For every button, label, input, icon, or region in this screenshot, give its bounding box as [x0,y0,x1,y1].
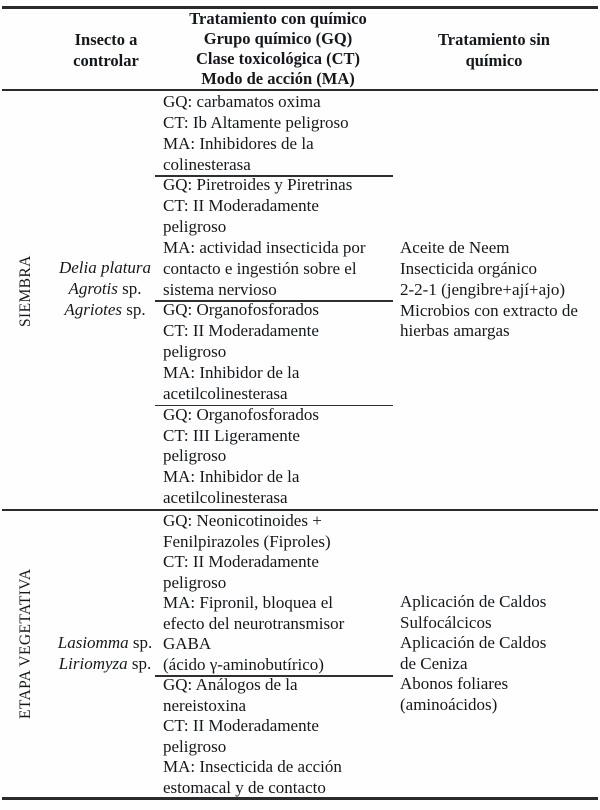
chem-line: GQ: Análogos de la [163,675,298,694]
chem-line: GQ: Organofosforados [163,404,319,424]
chem-line: MA: Inhibidor de la [163,362,300,382]
insect-list-siembra [48,258,162,321]
nochem-line: Insecticida orgánico [400,258,538,278]
chem-line: MA: Inhibidores de la [163,133,314,153]
chem-line: GQ: Organofosforados [163,300,319,320]
chem-block [163,511,397,675]
nochem-line: Sulfocálcicos [400,612,492,632]
insect-name [42,633,168,654]
chem-line: MA: Insecticida de acción [163,757,342,776]
insect-name [42,654,168,675]
chem-block [163,675,397,798]
nochem-column-siembra [400,238,600,342]
chem-block [163,405,397,509]
insect-name [48,279,162,300]
chem-line: peligroso [163,446,227,466]
nochem-line: de Ceniza [400,653,468,673]
header-line: Tratamiento con químico [189,9,367,28]
chem-line: sistema nervioso [163,279,277,299]
chem-block [163,175,397,300]
chem-line: CT: II Moderadamente [163,716,319,735]
nochem-line: Aplicación de Caldos [400,633,547,652]
header-line: Insecto a [74,30,138,49]
insect-suffix: sp. [117,278,142,298]
header-line: Grupo químico (GQ) [203,28,353,48]
stage-label-siembra: SIEMBRA [17,255,34,327]
chem-line: GQ: Neonicotinoides + [163,511,322,530]
header-chemical-column [158,9,398,89]
chem-line: efecto del neurotransmisor [163,613,345,633]
chem-line: GQ: carbamatos oxima [163,92,321,111]
nochem-line: Aplicación de Caldos [400,592,547,611]
chem-line: MA: Fipronil, bloquea el [163,593,333,612]
chem-line: GABA [163,634,212,653]
chem-line: peligroso [163,572,227,592]
header-insect-column [52,29,160,71]
chem-line: colinesterasa [163,154,251,174]
insect-genus: Lasiomma [57,633,129,652]
chem-line: peligroso [163,736,227,756]
insect-name [48,300,162,321]
header-line: Clase toxicológica (CT) [195,48,361,68]
chem-line: acetilcolinesterasa [163,383,288,403]
chem-line: Fenilpirazoles (Fiproles) [163,531,331,551]
insect-suffix: sp. [121,299,146,319]
chem-line: MA: Inhibidor de la [163,467,300,487]
header-line: químico [465,51,523,70]
chem-line: estomacal y de contacto [163,777,326,797]
insect-list-etapa-vegetativa [42,633,168,674]
chem-line: acetilcolinesterasa [163,488,288,508]
chem-block [163,92,397,175]
chem-line: MA: actividad insecticida por [163,237,366,257]
insect-name [48,258,162,279]
nochem-line: Aceite de Neem [400,238,510,257]
insect-genus: Agrotis [68,278,118,298]
insect-genus: Liriomyza [58,653,128,673]
chem-line: CT: II Moderadamente [163,196,319,216]
chem-line: contacto e ingestión sobre el [163,258,357,278]
chem-block [163,300,397,404]
insect-suffix: sp. [128,633,153,652]
insect-genus: Agriotes [64,299,122,319]
header-line: controlar [73,51,139,70]
chem-line: peligroso [163,217,227,237]
chem-line: nereistoxina [163,695,247,715]
chem-line: CT: III Ligeramente [163,425,300,445]
nochem-line: Abonos foliares [400,674,509,693]
chem-line: GQ: Piretroides y Piretrinas [163,175,353,195]
nochem-line: 2-2-1 (jengibre+ají+ajo) [400,279,566,299]
chem-column-siembra [163,92,397,509]
chem-line: CT: II Moderadamente [163,552,319,571]
nochem-line: (aminoácidos) [400,694,498,714]
chem-line: peligroso [163,342,227,362]
chem-line: CT: II Moderadamente [163,321,319,341]
header-nonchemical-column [398,29,590,71]
header-bottom-rule [2,89,598,92]
chem-column-etapa-vegetativa [163,511,397,798]
chem-line: (ácido γ-aminobutírico) [163,654,324,674]
stage-label-etapa-vegetativa: ETAPA VEGETATIVA [17,568,34,719]
header-line: Tratamiento sin [438,30,550,49]
header-line: Modo de acción (MA) [201,68,355,88]
nochem-column-etapa-vegetativa [400,592,600,715]
insect-suffix: sp. [127,653,152,673]
nochem-line: Microbios con extracto de [400,300,578,320]
insect-genus: Delia platura [58,258,152,277]
chem-line: CT: Ib Altamente peligroso [163,112,349,132]
nochem-line: hierbas amargas [400,321,510,341]
